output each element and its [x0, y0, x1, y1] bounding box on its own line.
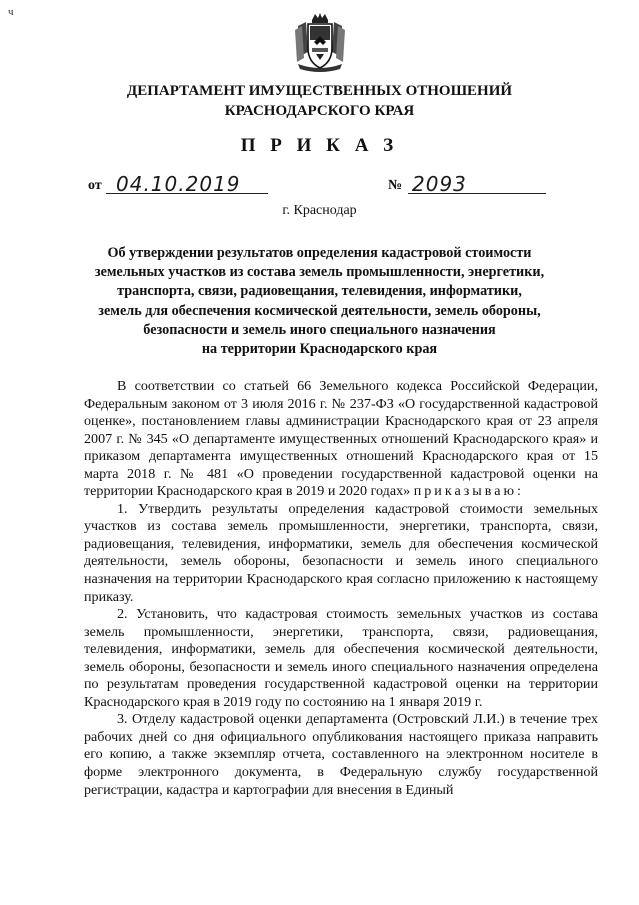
order-number-field	[388, 174, 546, 196]
subject-line: земель для обеспечения космической деятельности, земель обороны,	[98, 302, 541, 319]
preamble-paragraph	[84, 378, 598, 501]
order-body	[84, 378, 598, 799]
krasnodar-coat-of-arms-icon	[292, 12, 348, 72]
number-value: 2093	[412, 172, 467, 196]
subject-line: земельных участков из состава земель промышленности, энергетики,	[94, 264, 545, 281]
order-subject	[90, 244, 549, 359]
subject-line: безопасности и земель иного специального назначения	[143, 321, 496, 338]
number-label: №	[388, 178, 403, 193]
subject-line: на территории Краснодарского края	[201, 341, 438, 358]
department-title-line1: ДЕПАРТАМЕНТ ИМУЩЕСТВЕННЫХ ОТНОШЕНИЙ	[126, 83, 513, 99]
date-value: 04.10.2019	[116, 172, 241, 196]
department-title-line2: КРАСНОДАРСКОГО КРАЯ	[224, 103, 415, 119]
order-item-2: 2. Установить, что кадастровая стоимость земельных участков из состава земель промышленности, энергетики, транспорта, связи, радиовещания, телевидения, информатики, земель для обеспечения космической деятельности, земель обороны, безопасности и земель иного специального назначения определена по результатам проведения государственной кадастровой оценки на территории Краснодарского края в 2019 году по состоянию на 1 января 2019 г.	[84, 606, 598, 710]
order-date-field	[88, 174, 268, 196]
subject-line: транспорта, связи, радиовещания, телевидения, информатики,	[117, 283, 522, 300]
corner-mark: ч	[8, 6, 14, 18]
order-heading: П Р И К А З	[240, 135, 399, 156]
date-label: от	[88, 178, 102, 193]
order-verb: приказываю:	[413, 483, 524, 500]
city-line: г. Краснодар	[282, 203, 357, 218]
order-item-3: 3. Отделу кадастровой оценки департамента (Островский Л.И.) в течение трех рабочих дней со дня официального опубликования настоящего приказа направить его копию, а также экземпляр отчета, составленного на электронном носителе в форме электронного документа, в Федеральную службу государственной регистрации, кадастра и картографии для внесения в Единый	[84, 711, 598, 798]
subject-line: Об утверждении результатов определения кадастровой стоимости	[107, 245, 532, 261]
order-item-1: 1. Утвердить результаты определения кадастровой стоимости земельных участков из состава земель промышленности, энергетики, транспорта, связи, радиовещания, телевидения, информатики, земель для обеспечения космической деятельности, земель обороны, безопасности и земель иного специального назначения на территории Краснодарского края согласно приложению к настоящему приказу.	[84, 500, 598, 605]
preamble-text: В соответствии со статьей 66 Земельного кодекса Российской Федерации, Федеральным законом от 3 июля 2016 г. № 237-ФЗ «О государственной кадастровой оценке», постановлением главы администрации Краснодарского края от 23 апреля 2007 г. № 345 «О департаменте имущественных отношений Краснодарского края» и приказом департамента имущественных отношений Краснодарского края от 15 марта 2018 г. № 481 «О проведении государственной кадастровой оценки на территории Краснодарского края в 2019 и 2020 годах»	[84, 378, 598, 500]
